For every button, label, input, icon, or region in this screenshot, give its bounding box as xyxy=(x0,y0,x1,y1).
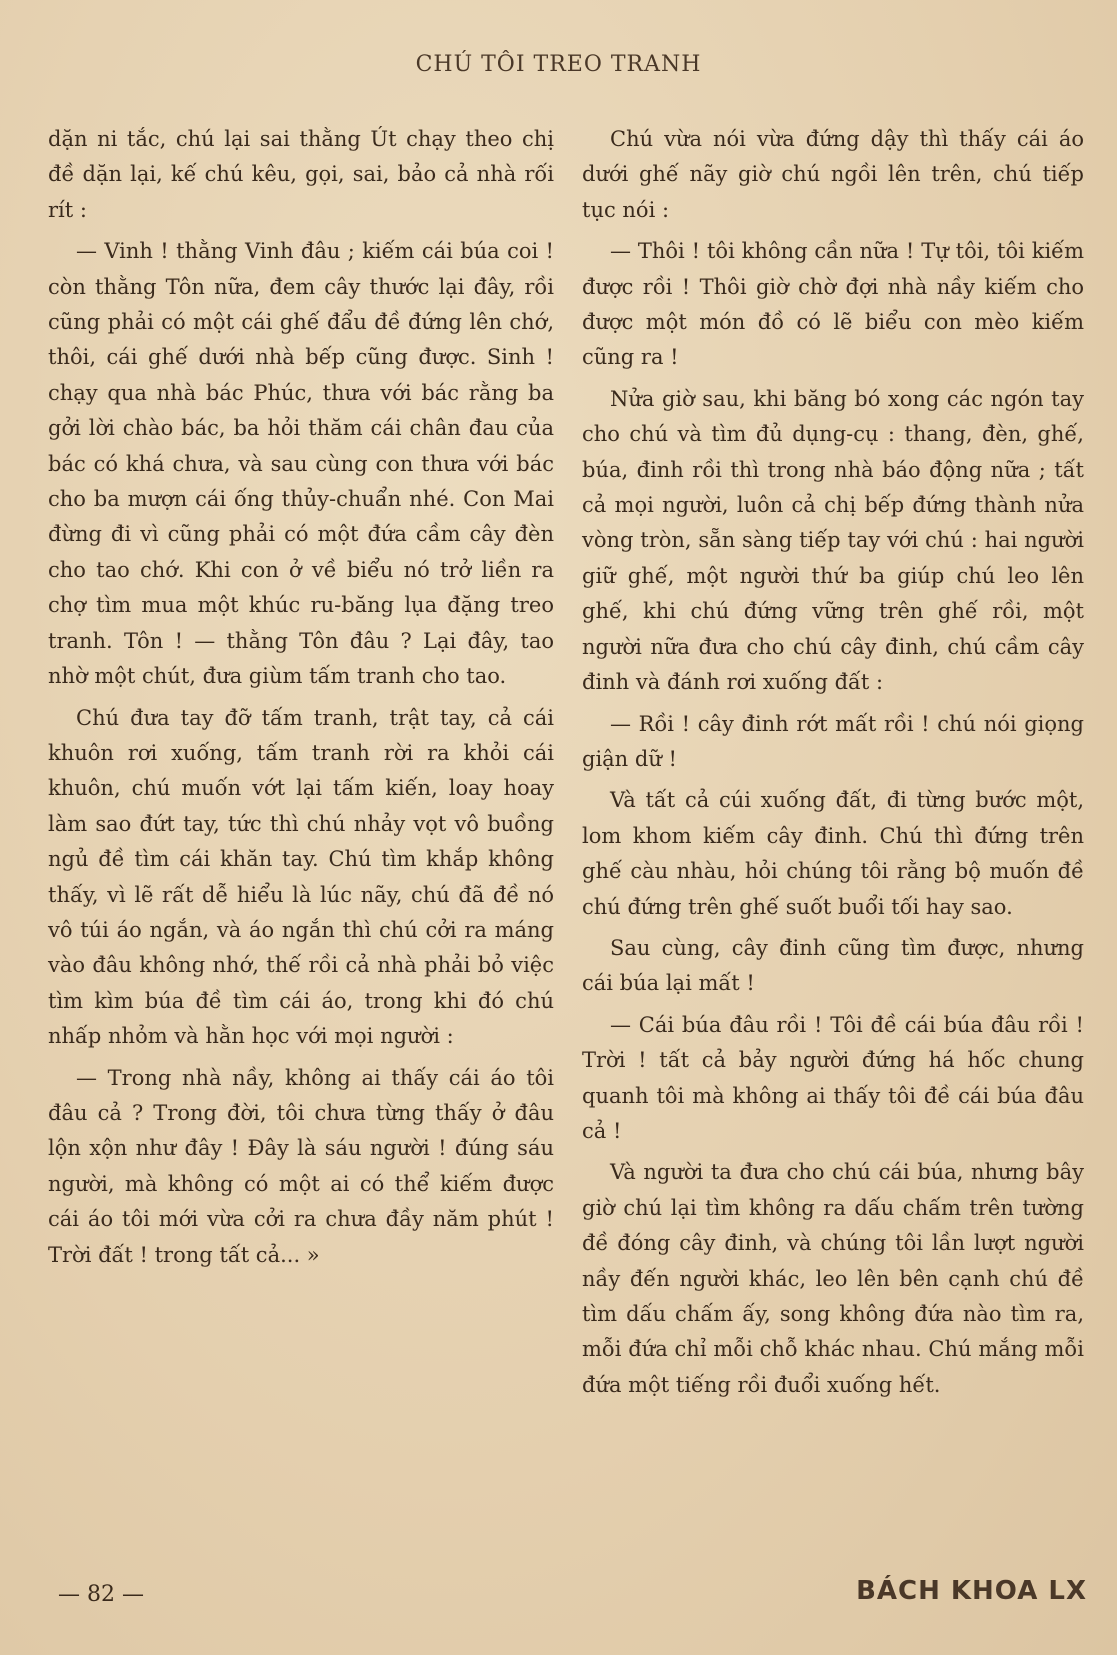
page-number: — 82 — xyxy=(58,1582,144,1607)
right-column xyxy=(582,122,1084,1409)
paragraph: Sau cùng, cây đinh cũng tìm được, nhưng cái búa lại mất ! xyxy=(582,935,1084,996)
paragraph: — Trong nhà nầy, không ai thấy cái áo tôi đâu cả ? Trong đời, tôi chưa từng thấy ở đâu lộn xộn như đây ! Đây là sáu người ! đúng sáu người, mà không có một ai có thể kiếm được cái áo tôi mới vừa cởi ra chưa đầy năm phút ! Trời đất ! trong tất cả... » xyxy=(48,1065,554,1267)
paragraph: Nửa giờ sau, khi băng bó xong các ngón tay cho chú và tìm đủ dụng-cụ : thang, đèn, ghế, búa, đinh rồi thì trong nhà báo động nữa ; tất cả mọi người, luôn cả chị bếp đứng thành nửa vòng tròn, sẵn sàng tiếp tay với chú : hai người giữ ghế, một người thứ ba giúp chú leo lên ghế, khi chú đứng vững trên ghế rồi, một người nữa đưa cho chú cây đinh, chú cầm cây đinh và đánh rơi xuống đất : xyxy=(582,386,1084,695)
paragraph: — Rồi ! cây đinh rớt mất rồi ! chú nói giọng giận dữ ! xyxy=(582,711,1084,771)
publication-name: BÁCH KHOA LX xyxy=(856,1576,1087,1606)
paragraph: — Thôi ! tôi không cần nữa ! Tự tôi, tôi kiếm được rồi ! Thôi giờ chờ đợi nhà nầy kiếm cho được một món đồ có lẽ biểu con mèo kiếm cũng ra ! xyxy=(582,239,1084,370)
paragraph: Chú đưa tay đỡ tấm tranh, trật tay, cả cái khuôn rơi xuống, tấm tranh rời ra khỏi cái khuôn, chú muốn vớt lại tấm kiến, loay hoay làm sao đứt tay, tức thì chú nhảy vọt vô buồng ngủ đề tìm cái khăn tay. Chú tìm khắp không thấy, vì lẽ rất dễ hiểu là lúc nãy, chú đã đề nó vô túi áo ngắn, và áo ngắn thì chú cởi ra máng vào đâu không nhớ, thế rồi cả nhà phải bỏ việc tìm kìm búa đề tìm cái áo, trong khi đó chú nhấp nhỏm và hằn học với mọi người : xyxy=(48,705,554,1049)
paragraph: Và người ta đưa cho chú cái búa, nhưng bây giờ chú lại tìm không ra dấu chấm trên tường đề đóng cây đinh, và chúng tôi lần lượt người nầy đến người khác, leo lên bên cạnh chú đề tìm dấu chấm ấy, song không đứa nào tìm ra, mỗi đứa chỉ mỗi chỗ khác nhau. Chú mắng mỗi đứa một tiếng rồi đuổi xuống hết. xyxy=(582,1160,1084,1397)
running-header: CHÚ TÔI TREO TRANH xyxy=(415,52,702,77)
paragraph: Và tất cả cúi xuống đất, đi từng bước một, lom khom kiếm cây đinh. Chú thì đứng trên ghế càu nhàu, hỏi chúng tôi rằng bộ muốn đề chú đứng trên ghế suốt buổi tối hay sao. xyxy=(582,788,1084,919)
paragraph: — Cái búa đâu rồi ! Tôi đề cái búa đâu rồi ! Trời ! tất cả bảy người đứng há hốc chung quanh tôi mà không ai thấy tôi đề cái búa đâu cả ! xyxy=(582,1012,1084,1143)
paragraph: Chú vừa nói vừa đứng dậy thì thấy cái áo dưới ghế nãy giờ chú ngồi lên trên, chú tiếp tục nói : xyxy=(582,127,1084,222)
paragraph: — Vinh ! thằng Vinh đâu ; kiếm cái búa coi ! còn thằng Tôn nữa, đem cây thước lại đây, rồi cũng phải có một cái ghế đẩu đề đứng lên chớ, thôi, cái ghế dưới nhà bếp cũng được. Sinh ! chạy qua nhà bác Phúc, thưa với bác rằng ba gởi lời chào bác, ba hỏi thăm cái chân đau của bác có khá chưa, và sau cùng con thưa với bác cho ba mượn cái ống thủy-chuẩn nhé. Con Mai đừng đi vì cũng phải có một đứa cầm cây đèn cho tao chớ. Khi con ở về biểu nó trở liền ra chợ tìm mua một khúc ru-băng lụa đặng treo tranh. Tôn ! — thằng Tôn đâu ? Lại đây, tao nhờ một chút, đưa giùm tấm tranh cho tao. xyxy=(48,239,554,689)
left-column xyxy=(48,122,554,1279)
paragraph: dặn ni tắc, chú lại sai thằng Út chạy theo chị đề dặn lại, kế chú kêu, gọi, sai, bảo cả nhà rối rít : xyxy=(48,127,554,222)
